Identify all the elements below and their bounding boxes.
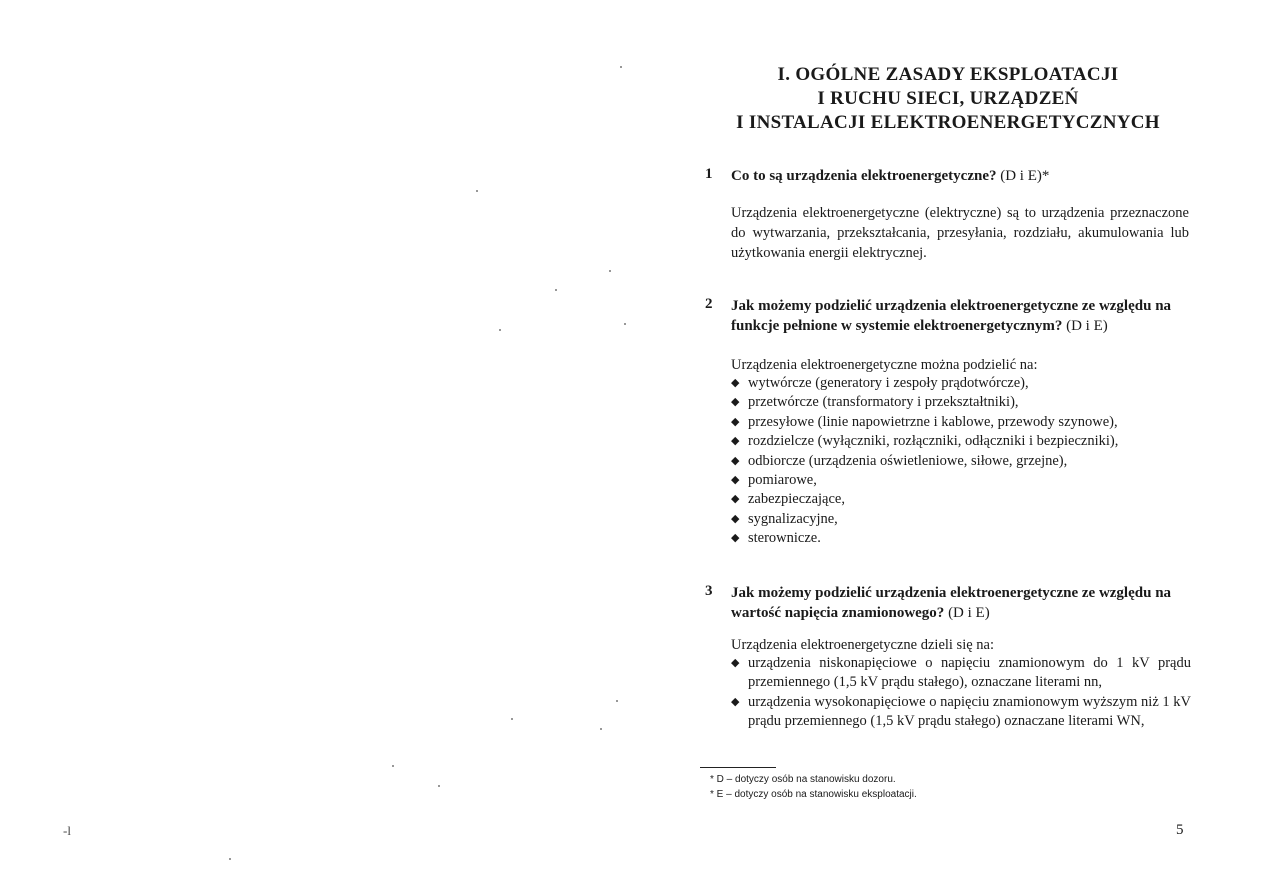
list-item: ◆ rozdzielcze (wyłączniki, rozłączniki, odłączniki i bezpieczniki), xyxy=(731,432,1191,451)
question-3-tag: (D i E) xyxy=(948,605,990,621)
list-item: ◆ urządzenia wysokonapięciowe o napięciu znamionowym wyższym niż 1 kV prądu przemiennego (1,5 kV prądu stałego) oznaczane literami WN, xyxy=(731,693,1191,732)
question-3-heading: Jak możemy podzielić urządzenia elektroenergetyczne ze względu na wartość napięcia znamionowego? xyxy=(731,585,1172,621)
chapter-title-line-2: I RUCHU SIECI, URZĄDZEŃ xyxy=(817,88,1079,109)
question-2-tag: (D i E) xyxy=(1066,318,1108,334)
question-2-heading: Jak możemy podzielić urządzenia elektroenergetyczne ze względu na funkcje pełnione w systemie elektroenergetycznym? xyxy=(731,298,1172,334)
scan-speck xyxy=(476,190,478,192)
question-1-answer: Urządzenia elektroenergetyczne (elektryczne) są to urządzenia przeznaczone do wytwarzania, przekształcania, przesyłania, rozdziału, akumulowania lub użytkowania energii elektrycznej. xyxy=(731,205,1189,261)
scan-speck xyxy=(438,785,440,787)
list-item: ◆ wytwórcze (generatory i zespoły prądotwórcze), xyxy=(731,374,1191,393)
scan-speck xyxy=(499,329,501,331)
footnote-d: * D – dotyczy osób na stanowisku dozoru. xyxy=(710,774,896,785)
question-2-number: 2 xyxy=(705,296,713,312)
scan-speck xyxy=(624,323,626,325)
question-2-text xyxy=(731,296,1191,336)
scan-speck xyxy=(609,270,611,272)
scan-speck xyxy=(620,66,622,68)
question-3-intro: Urządzenia elektroenergetyczne dzieli się na: xyxy=(731,637,995,653)
question-3-text xyxy=(731,583,1191,623)
chapter-title xyxy=(700,63,1196,135)
question-3-number: 3 xyxy=(705,583,713,599)
scan-speck xyxy=(616,700,618,702)
question-2-intro: Urządzenia elektroenergetyczne można podzielić na: xyxy=(731,357,1038,373)
list-item: ◆ sterownicze. xyxy=(731,529,1191,548)
question-1-number: 1 xyxy=(705,166,713,182)
list-item: ◆ sygnalizacyjne, xyxy=(731,510,1191,529)
list-item: ◆ pomiarowe, xyxy=(731,471,1191,490)
chapter-title-line-1: I. OGÓLNE ZASADY EKSPLOATACJI xyxy=(777,64,1119,85)
question-1-text xyxy=(731,166,1191,186)
question-2-list xyxy=(731,374,1191,549)
scan-speck xyxy=(555,289,557,291)
list-item: ◆ przetwórcze (transformatory i przekształtniki), xyxy=(731,393,1191,412)
list-item: ◆ odbiorcze (urządzenia oświetleniowe, siłowe, grzejne), xyxy=(731,452,1191,471)
chapter-title-line-3: I INSTALACJI ELEKTROENERGETYCZNYCH xyxy=(736,112,1160,133)
question-3-list xyxy=(731,654,1191,732)
margin-mark: -l xyxy=(63,823,71,838)
list-item: ◆ przesyłowe (linie napowietrzne i kablowe, przewody szynowe), xyxy=(731,413,1191,432)
page-number: 5 xyxy=(1176,822,1184,838)
list-item: ◆ zabezpieczające, xyxy=(731,490,1191,509)
scan-speck xyxy=(511,718,513,720)
scan-speck xyxy=(392,765,394,767)
question-1-heading: Co to są urządzenia elektroenergetyczne? xyxy=(731,168,997,184)
list-item: ◆ urządzenia niskonapięciowe o napięciu znamionowym do 1 kV prądu przemiennego (1,5 kV prądu stałego), oznaczane literami nn, xyxy=(731,654,1191,693)
footnote-e: * E – dotyczy osób na stanowisku eksploatacji. xyxy=(710,789,917,800)
question-1-tag: (D i E)* xyxy=(1000,168,1050,184)
footnote-rule xyxy=(700,767,776,768)
scan-speck xyxy=(229,858,231,860)
scan-speck xyxy=(600,728,602,730)
